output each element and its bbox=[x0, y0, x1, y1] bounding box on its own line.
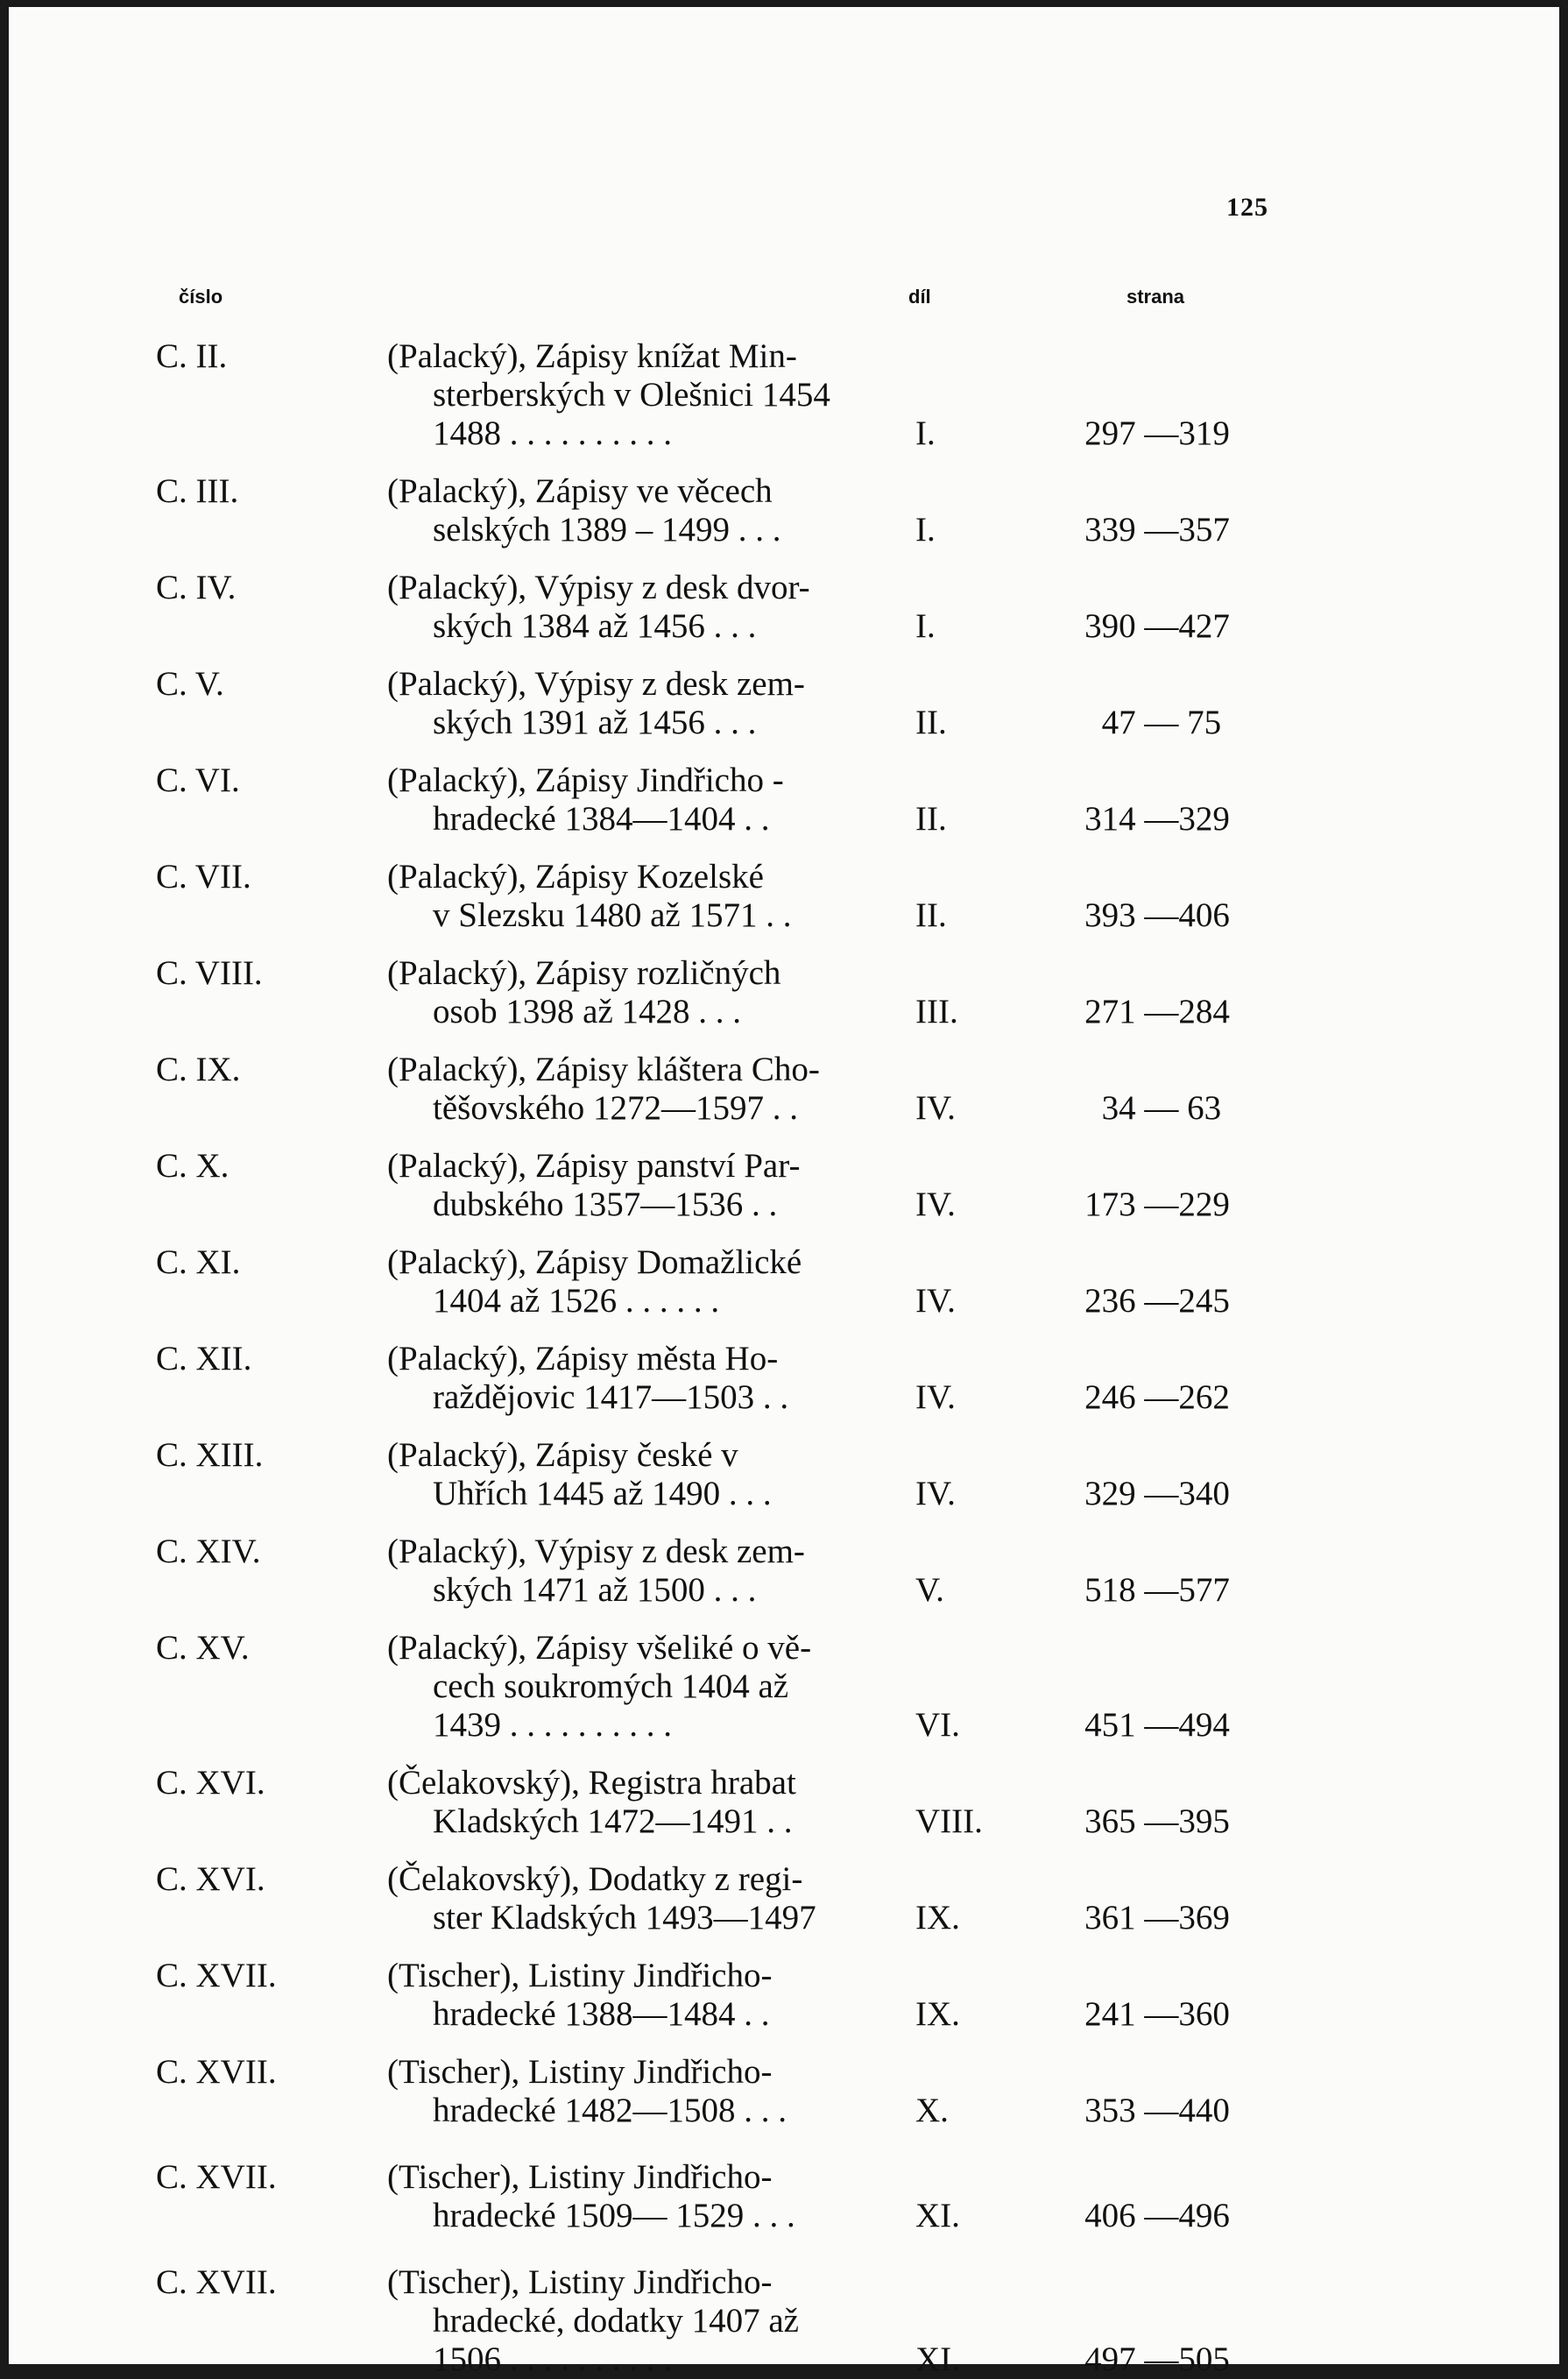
entry-number: C. XVII. bbox=[156, 2053, 277, 2091]
entry-volume: X. bbox=[915, 2092, 949, 2129]
entry-page-range: 329 —340 bbox=[1084, 1475, 1230, 1512]
entry-volume: IV. bbox=[915, 1282, 956, 1320]
entry-page-range: 390 —427 bbox=[1084, 607, 1230, 645]
entry-volume: I. bbox=[915, 607, 936, 645]
entry-title-line: (Palacký), Výpisy z desk zem- bbox=[387, 665, 805, 703]
entry-title-line: (Tischer), Listiny Jindřicho- bbox=[387, 2158, 773, 2196]
entry-number: C. IX. bbox=[156, 1051, 241, 1088]
entry-page-range: 47 — 75 bbox=[1092, 704, 1222, 741]
entry-title bbox=[387, 761, 886, 839]
entry-title-line: ských 1391 až 1456 . . . bbox=[433, 704, 757, 741]
entry-volume: I. bbox=[915, 511, 936, 549]
entry-title-line: 1488 . . . . . . . . . . bbox=[433, 414, 672, 452]
entry-volume: IV. bbox=[915, 1089, 956, 1127]
entry-title-line: (Tischer), Listiny Jindřicho- bbox=[387, 2263, 773, 2301]
entry-title-line: 1506 . . . . . . . . . . bbox=[433, 2340, 672, 2378]
entry-title-line: ských 1384 až 1456 . . . bbox=[433, 607, 757, 645]
entry-title bbox=[387, 1436, 886, 1513]
entry-number: C. XVI. bbox=[156, 1764, 265, 1802]
entry-page-range: 393 —406 bbox=[1084, 896, 1230, 934]
entry-volume: VI. bbox=[915, 1706, 960, 1744]
index-entry bbox=[9, 1533, 1559, 1610]
entry-title-line: (Čelakovský), Registra hrabat bbox=[387, 1764, 796, 1802]
entry-number: C. XVII. bbox=[156, 1957, 277, 1994]
index-entries bbox=[9, 318, 1559, 2379]
entry-title-line: 1439 . . . . . . . . . . bbox=[433, 1706, 672, 1744]
entry-page-range: 361 —369 bbox=[1084, 1899, 1230, 1936]
index-entry bbox=[9, 2158, 1559, 2235]
entry-title bbox=[387, 858, 886, 935]
index-entry bbox=[9, 1436, 1559, 1513]
index-entry bbox=[9, 2263, 1559, 2379]
entry-title-line: (Palacký), Zápisy ve věcech bbox=[387, 472, 773, 510]
entry-title-line: (Palacký), Zápisy všeliké o vě- bbox=[387, 1629, 812, 1667]
column-header-volume: díl bbox=[908, 286, 931, 308]
entry-volume: IX. bbox=[915, 1995, 960, 2033]
entry-page-range: 241 —360 bbox=[1084, 1995, 1230, 2033]
entry-title-line: hradecké 1509— 1529 . . . bbox=[433, 2197, 795, 2234]
entry-title bbox=[387, 1533, 886, 1610]
entry-title-line: hradecké 1388—1484 . . bbox=[433, 1995, 770, 2033]
index-entry bbox=[9, 2053, 1559, 2130]
entry-number: C. XII. bbox=[156, 1340, 252, 1377]
index-entry bbox=[9, 1051, 1559, 1128]
entry-title bbox=[387, 472, 886, 549]
entry-volume: IV. bbox=[915, 1475, 956, 1512]
entry-title bbox=[387, 954, 886, 1031]
entry-number: C. VII. bbox=[156, 858, 251, 896]
book-page bbox=[9, 7, 1559, 2378]
entry-volume: II. bbox=[915, 800, 947, 838]
entry-number: C. VIII. bbox=[156, 954, 263, 992]
entry-title-line: Uhřích 1445 až 1490 . . . bbox=[433, 1475, 772, 1512]
entry-volume: IX. bbox=[915, 1899, 960, 1936]
index-entry bbox=[9, 1860, 1559, 1937]
entry-page-range: 34 — 63 bbox=[1092, 1089, 1222, 1127]
entry-page-range: 451 —494 bbox=[1084, 1706, 1230, 1744]
entry-title-line: ster Kladských 1493—1497 bbox=[433, 1899, 816, 1936]
entry-title-line: (Palacký), Zápisy panství Par- bbox=[387, 1147, 801, 1185]
entry-page-range: 314 —329 bbox=[1084, 800, 1230, 838]
entry-page-range: 339 —357 bbox=[1084, 511, 1230, 549]
entry-title-line: (Palacký), Zápisy knížat Min- bbox=[387, 337, 797, 375]
entry-title bbox=[387, 337, 886, 453]
page-number: 125 bbox=[1226, 193, 1268, 222]
entry-page-range: 246 —262 bbox=[1084, 1378, 1230, 1416]
entry-title bbox=[387, 1629, 886, 1745]
entry-title-line: hradecké 1384—1404 . . bbox=[433, 800, 770, 838]
entry-page-range: 271 —284 bbox=[1084, 993, 1230, 1030]
entry-title-line: (Palacký), Výpisy z desk dvor- bbox=[387, 569, 810, 606]
index-entry bbox=[9, 569, 1559, 646]
column-header-number: číslo bbox=[179, 286, 223, 308]
entry-volume: II. bbox=[915, 896, 947, 934]
entry-title-line: (Palacký), Zápisy Kozelské bbox=[387, 858, 764, 896]
entry-title-line: (Palacký), Zápisy města Ho- bbox=[387, 1340, 779, 1377]
index-entry bbox=[9, 954, 1559, 1031]
entry-number: C. II. bbox=[156, 337, 228, 375]
entry-volume: IV. bbox=[915, 1378, 956, 1416]
column-header-pages: strana bbox=[1127, 286, 1185, 308]
entry-title-line: hradecké 1482—1508 . . . bbox=[433, 2092, 787, 2129]
entry-page-range: 353 —440 bbox=[1084, 2092, 1230, 2129]
index-entry bbox=[9, 1957, 1559, 2034]
entry-title-line: (Tischer), Listiny Jindřicho- bbox=[387, 1957, 773, 1994]
entry-title-line: raždějovic 1417—1503 . . bbox=[433, 1378, 789, 1416]
entry-title-line: (Palacký), Zápisy rozličných bbox=[387, 954, 781, 992]
entry-volume: VIII. bbox=[915, 1802, 983, 1840]
entry-number: C. VI. bbox=[156, 761, 240, 799]
entry-volume: III. bbox=[915, 993, 958, 1030]
index-entry bbox=[9, 761, 1559, 839]
entry-title-line: (Čelakovský), Dodatky z regi- bbox=[387, 1860, 803, 1898]
entry-title-line: 1404 až 1526 . . . . . . bbox=[433, 1282, 720, 1320]
entry-title-line: selských 1389 – 1499 . . . bbox=[433, 511, 781, 549]
entry-title-line: ských 1471 až 1500 . . . bbox=[433, 1571, 757, 1609]
entry-title-line: sterberských v Olešnici 1454 bbox=[433, 376, 830, 414]
entry-number: C. XV. bbox=[156, 1629, 250, 1667]
entry-page-range: 365 —395 bbox=[1084, 1802, 1230, 1840]
entry-number: C. XIV. bbox=[156, 1533, 261, 1570]
index-entry bbox=[9, 337, 1559, 453]
entry-number: C. XVI. bbox=[156, 1860, 265, 1898]
entry-page-range: 236 —245 bbox=[1084, 1282, 1230, 1320]
index-entry bbox=[9, 1340, 1559, 1417]
entry-number: C. XVII. bbox=[156, 2263, 277, 2301]
entry-title bbox=[387, 569, 886, 646]
entry-number: C. IV. bbox=[156, 569, 237, 606]
entry-title-line: (Palacký), Zápisy Jindřicho - bbox=[387, 761, 784, 799]
entry-volume: I. bbox=[915, 414, 936, 452]
index-entry bbox=[9, 1764, 1559, 1841]
entry-title-line: těšovského 1272—1597 . . bbox=[433, 1089, 799, 1127]
index-entry bbox=[9, 1243, 1559, 1320]
entry-title-line: dubského 1357—1536 . . bbox=[433, 1186, 778, 1223]
entry-volume: XI. bbox=[915, 2340, 960, 2378]
index-entry bbox=[9, 1147, 1559, 1224]
entry-title-line: (Palacký), Zápisy Domažlické bbox=[387, 1243, 802, 1281]
index-entry bbox=[9, 858, 1559, 935]
entry-title-line: (Palacký), Výpisy z desk zem- bbox=[387, 1533, 805, 1570]
entry-page-range: 518 —577 bbox=[1084, 1571, 1230, 1609]
entry-title bbox=[387, 2158, 886, 2235]
entry-volume: II. bbox=[915, 704, 947, 741]
index-entry bbox=[9, 665, 1559, 742]
entry-title-line: v Slezsku 1480 až 1571 . . bbox=[433, 896, 792, 934]
entry-title bbox=[387, 1764, 886, 1841]
entry-title-line: cech soukromých 1404 až bbox=[433, 1667, 789, 1705]
entry-title bbox=[387, 2053, 886, 2130]
entry-title-line: (Tischer), Listiny Jindřicho- bbox=[387, 2053, 773, 2091]
entry-page-range: 497 —505 bbox=[1084, 2340, 1230, 2378]
entry-number: C. X. bbox=[156, 1147, 230, 1185]
entry-page-range: 297 —319 bbox=[1084, 414, 1230, 452]
entry-title bbox=[387, 1340, 886, 1417]
entry-number: C. XI. bbox=[156, 1243, 241, 1281]
entry-title bbox=[387, 2263, 886, 2379]
entry-title-line: osob 1398 až 1428 . . . bbox=[433, 993, 742, 1030]
entry-title-line: Kladských 1472—1491 . . bbox=[433, 1802, 793, 1840]
entry-number: C. XIII. bbox=[156, 1436, 264, 1474]
entry-number: C. XVII. bbox=[156, 2158, 277, 2196]
entry-page-range: 173 —229 bbox=[1084, 1186, 1230, 1223]
entry-title-line: (Palacký), Zápisy české v bbox=[387, 1436, 738, 1474]
entry-number: C. V. bbox=[156, 665, 224, 703]
index-entry bbox=[9, 1629, 1559, 1745]
entry-title bbox=[387, 1957, 886, 2034]
entry-title-line: hradecké, dodatky 1407 až bbox=[433, 2302, 799, 2340]
entry-title bbox=[387, 1147, 886, 1224]
entry-volume: XI. bbox=[915, 2197, 960, 2234]
entry-title bbox=[387, 1243, 886, 1320]
entry-title bbox=[387, 665, 886, 742]
entry-title bbox=[387, 1860, 886, 1937]
entry-title bbox=[387, 1051, 886, 1128]
entry-title-line: (Palacký), Zápisy kláštera Cho- bbox=[387, 1051, 820, 1088]
entry-volume: IV. bbox=[915, 1186, 956, 1223]
entry-volume: V. bbox=[915, 1571, 944, 1609]
entry-number: C. III. bbox=[156, 472, 239, 510]
entry-page-range: 406 —496 bbox=[1084, 2197, 1230, 2234]
index-entry bbox=[9, 472, 1559, 549]
